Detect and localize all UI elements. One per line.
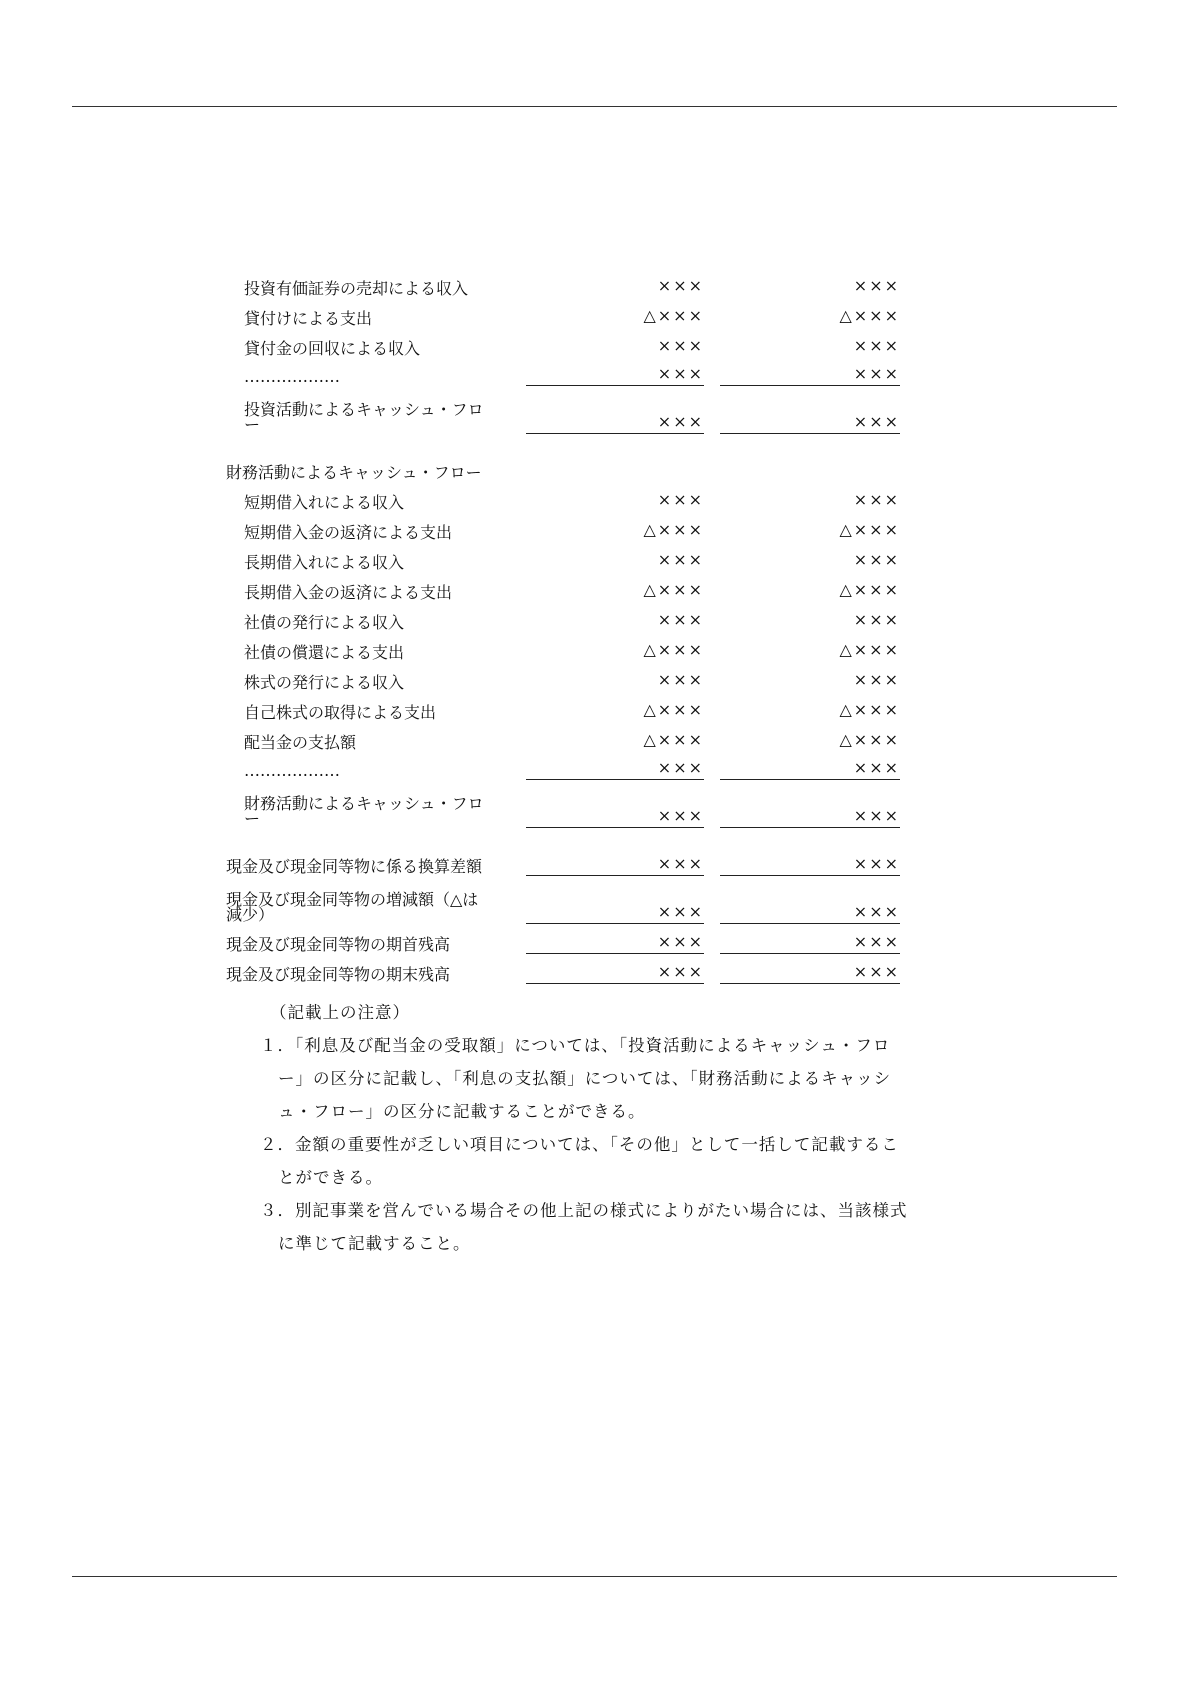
prior-year-value: △×××: [839, 580, 900, 599]
row-label: 配当金の支払額: [244, 733, 357, 752]
current-year-value: ×××: [657, 806, 704, 825]
current-year-value: ×××: [657, 336, 704, 355]
prior-year-value: ×××: [853, 364, 900, 383]
prior-year-value: ×××: [853, 902, 900, 921]
prior-year-value: △×××: [839, 730, 900, 749]
column-underline: [526, 983, 704, 984]
statement-row: [240, 356, 900, 384]
row-label: 現金及び現金同等物の増減額（△は減少）: [226, 890, 479, 924]
current-year-value: ×××: [657, 276, 704, 295]
prior-year-value: △×××: [839, 306, 900, 325]
statement-row: [240, 570, 900, 600]
notes-heading: （記載上の注意）: [270, 1003, 410, 1022]
statement-row: [226, 952, 900, 984]
statement-row: [240, 630, 900, 660]
current-year-value: △×××: [643, 700, 704, 719]
row-label: 社債の発行による収入: [244, 613, 405, 632]
current-year-value: △×××: [643, 640, 704, 659]
statement-row: [240, 778, 900, 826]
current-year-value: △×××: [643, 520, 704, 539]
row-label: 社債の償還による支出: [244, 643, 405, 662]
statement-row: [240, 540, 900, 570]
statement-row: [240, 690, 900, 720]
row-label: 短期借入金の返済による支出: [244, 523, 453, 542]
current-year-value: ×××: [657, 364, 704, 383]
statement-row: [240, 510, 900, 540]
row-label: 長期借入金の返済による支出: [244, 583, 453, 602]
current-year-value: ×××: [657, 902, 704, 921]
header-rule: [72, 106, 1117, 107]
prior-year-value: ×××: [853, 962, 900, 981]
statement-row: [240, 384, 900, 432]
prior-year-value: ×××: [853, 490, 900, 509]
statement-row: [240, 750, 900, 778]
prior-year-value: ×××: [853, 670, 900, 689]
prior-year-value: ×××: [853, 932, 900, 951]
row-label: 投資活動によるキャッシュ・フロー: [244, 400, 484, 434]
statement-row: [240, 266, 900, 296]
row-label: 貸付けによる支出: [244, 309, 373, 328]
row-label: 貸付金の回収による収入: [244, 339, 421, 358]
prior-year-value: ×××: [853, 758, 900, 777]
current-year-value: △×××: [643, 580, 704, 599]
statement-row: [226, 874, 900, 924]
prior-year-value: ×××: [853, 412, 900, 431]
current-year-value: ×××: [657, 758, 704, 777]
prior-year-value: ×××: [853, 854, 900, 873]
statement-row: [240, 296, 900, 326]
footer-rule: [72, 1576, 1117, 1577]
prior-year-value: △×××: [839, 700, 900, 719]
notes-section: [258, 996, 908, 1260]
current-year-value: ×××: [657, 490, 704, 509]
row-label: 短期借入れによる収入: [244, 493, 405, 512]
current-year-value: △×××: [643, 730, 704, 749]
statement-row: [240, 480, 900, 510]
statement-row: [240, 660, 900, 690]
prior-year-value: ×××: [853, 610, 900, 629]
prior-year-value: ×××: [853, 336, 900, 355]
statement-row: [226, 826, 900, 876]
note-item-3: ３．別記事業を営んでいる場合その他上記の様式によりがたい場合には、当該様式に準じて記載すること。: [260, 1201, 908, 1253]
prior-year-value: ×××: [853, 550, 900, 569]
note-item-2: ２．金額の重要性が乏しい項目については、「その他」として一括して記載することができる。: [260, 1135, 899, 1187]
current-year-value: ×××: [657, 932, 704, 951]
current-year-value: ×××: [657, 412, 704, 431]
statement-row: [240, 326, 900, 356]
row-label: 株式の発行による収入: [244, 673, 405, 692]
prior-year-value: △×××: [839, 640, 900, 659]
statement-row: [240, 720, 900, 750]
cash-flow-statement: [226, 266, 900, 984]
current-year-value: ×××: [657, 550, 704, 569]
row-label: 現金及び現金同等物の期首残高: [226, 935, 451, 954]
note-item-1: １．「利息及び配当金の受取額」については、「投資活動によるキャッシュ・フロー」の区分に記載し、「利息の支払額」については、「財務活動によるキャッシュ・フロー」の区分に記載することができる。: [260, 1036, 892, 1121]
row-label: 現金及び現金同等物に係る換算差額: [226, 857, 483, 876]
row-label: 投資有価証券の売却による収入: [244, 279, 469, 298]
current-year-value: ×××: [657, 610, 704, 629]
prior-year-value: ×××: [853, 806, 900, 825]
current-year-value: ×××: [657, 670, 704, 689]
prior-year-value: ×××: [853, 276, 900, 295]
prior-year-value: △×××: [839, 520, 900, 539]
row-label: 財務活動によるキャッシュ・フロー: [226, 463, 482, 482]
current-year-value: △×××: [643, 306, 704, 325]
statement-row: [226, 432, 900, 482]
row-label: 長期借入れによる収入: [244, 553, 405, 572]
row-label: 財務活動によるキャッシュ・フロー: [244, 794, 484, 828]
column-underline: [720, 983, 900, 984]
row-label: ………………: [244, 367, 340, 386]
statement-row: [226, 922, 900, 954]
statement-row: [240, 600, 900, 630]
row-label: ………………: [244, 761, 340, 780]
row-label: 自己株式の取得による支出: [244, 703, 437, 722]
current-year-value: ×××: [657, 854, 704, 873]
current-year-value: ×××: [657, 962, 704, 981]
row-label: 現金及び現金同等物の期末残高: [226, 965, 451, 984]
